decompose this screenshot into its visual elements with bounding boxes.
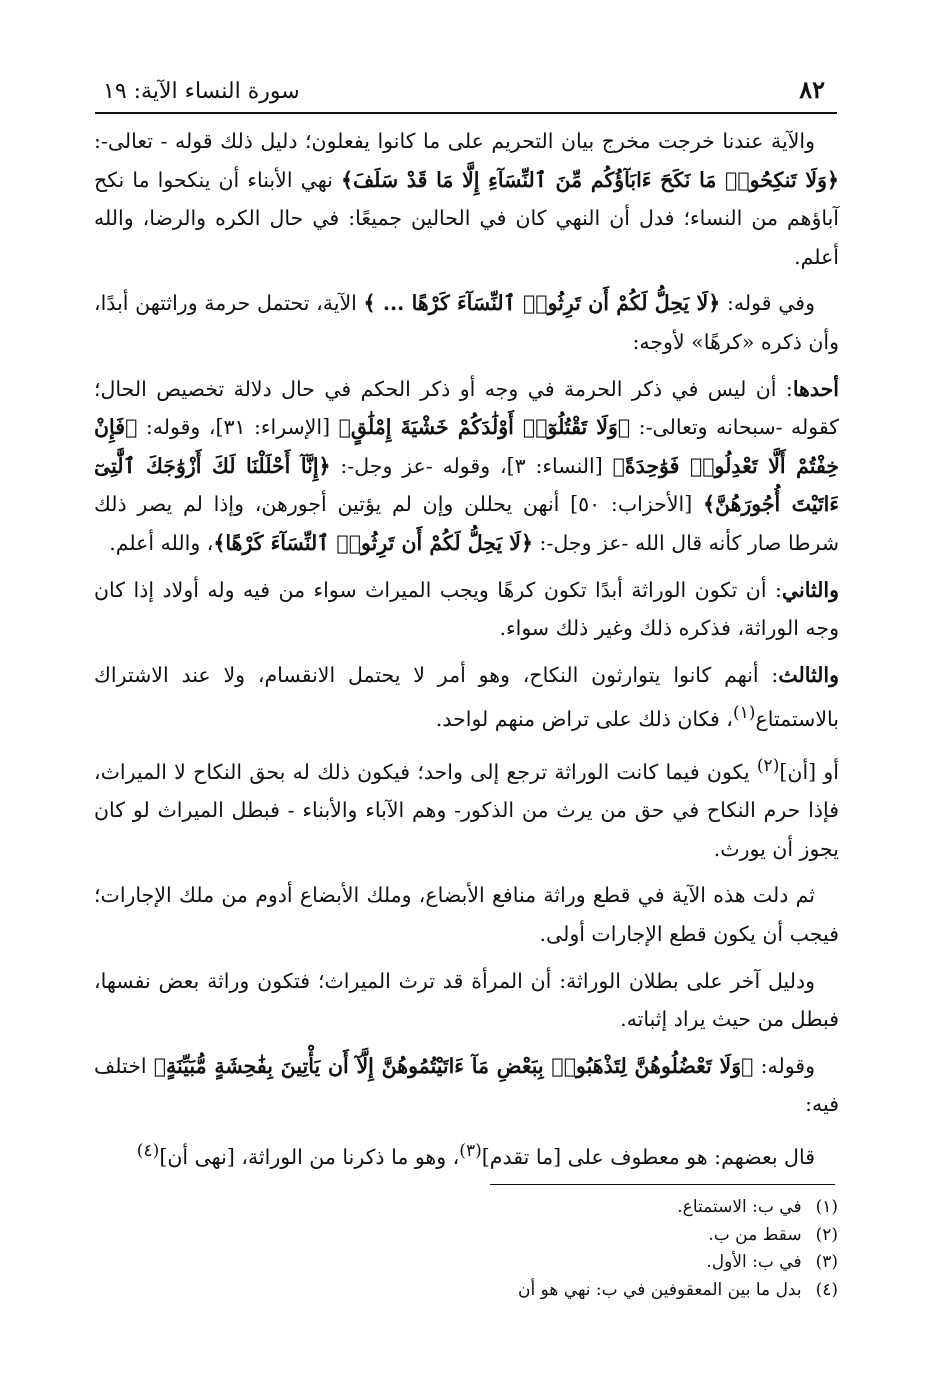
paragraph-4 xyxy=(94,571,839,648)
footnote-item xyxy=(198,1222,838,1250)
text-run: ، فكان ذلك على تراض منهم لواحد. xyxy=(435,707,733,732)
text-run: الآية، تحتمل حرمة وراثتهن أبدًا، وأن ذكره «كرهًا» لأوجه: xyxy=(94,291,839,354)
paragraph-2 xyxy=(94,284,839,361)
text-run: والآية عندنا خرجت مخرج بيان التحريم على ما كانوا يفعلون؛ دليل ذلك قوله - تعالى-: xyxy=(94,129,815,153)
footnote-number: (٣) xyxy=(815,1252,838,1272)
footnote-item xyxy=(198,1249,838,1277)
footnote-number: (٤) xyxy=(815,1279,838,1300)
page-number: ٨٢ xyxy=(799,75,825,104)
quran-quote: ﴿وَلَا تَنكِحُوا۟ مَا نَكَحَ ءَابَآؤُكُم مِّنَ ٱلنِّسَآءِ إِلَّا مَا قَدْ سَلَفَ﴾ xyxy=(340,167,839,192)
paragraph-1 xyxy=(94,122,839,276)
paragraph-7 xyxy=(94,876,839,953)
quran-quote: ﴿وَلَا تَقْتُلُوٓا۟ أَوْلَٰدَكُمْ خَشْيَةَ إِمْلَٰقٍ﴾ xyxy=(338,415,631,440)
text-run: يكون فيما كانت الوراثة ترجع إلى واحد؛ فيكون ذلك له بحق النكاح لا الميراث، فإذا حرم النكاح في حق من يرث من الذكور- وهم الآباء والأبناء - فبطل الميراث لو كان يجوز أن يورث. xyxy=(94,759,839,861)
footnote-text: في ب: الاستمتاع. xyxy=(677,1197,802,1217)
footnote-text: في ب: الأول. xyxy=(706,1252,802,1272)
paragraph-6 xyxy=(94,747,839,869)
footnote-item xyxy=(198,1277,838,1305)
point-heading: أحدها xyxy=(792,376,839,401)
text-run: ثم دلت هذه الآية في قطع وراثة منافع الأبضاع، وملك الأبضاع أدوم من ملك الإجارات؛ فيجب أن يكون قطع الإجارات أولى. xyxy=(94,883,839,946)
text-run: اختلف فيه: xyxy=(94,1053,839,1117)
paragraph-5 xyxy=(94,656,839,739)
text-run: نهي الأبناء أن ينكحوا ما نكح آباؤهم من النساء؛ فدل أن النهي كان في الحالين جميعًا: في حال الكره والرضا، والله أعلم. xyxy=(94,167,839,269)
running-title: سورة النساء الآية: ١٩ xyxy=(103,79,300,104)
header-divider xyxy=(95,112,837,114)
paragraph-8 xyxy=(94,962,839,1039)
paragraph-3 xyxy=(94,370,839,563)
verse-reference: [الإسراء: ٣١]، وقوله: xyxy=(137,415,339,440)
footnote-marker: (٢) xyxy=(756,755,780,776)
footnote-text: بدل ما بين المعقوفين في ب: نهي هو أن xyxy=(518,1279,802,1300)
text-run: وفي قوله: xyxy=(720,291,815,316)
text-run: ، وهو ما ذكرنا من الوراثة، [نهى أن] xyxy=(159,1144,460,1169)
quran-quote: ﴿فَإِنْ خِفْتُمْ أَلَّا تَعْدِلُوا۟ فَوَٰحِدَةً﴾ xyxy=(94,415,839,478)
text-run: ، والله أعلم. xyxy=(109,530,214,555)
point-heading: والثاني xyxy=(781,577,839,602)
paragraph-9 xyxy=(94,1047,839,1124)
page-header xyxy=(95,64,835,104)
footnote-marker: (٣) xyxy=(459,1140,482,1161)
text-run: : أن تكون الوراثة أبدًا تكون كرهًا ويجب الميراث سواء من فيه وله أولاد إذا كان وجه الوراثة، فذكره ذلك وغير ذلك سواء. xyxy=(94,577,839,641)
text-run: وقوله: xyxy=(753,1053,816,1078)
quran-quote: ﴿لَا يَحِلُّ لَكُمْ أَن تَرِثُوا۟ ٱلنِّسَآءَ كَرْهًا﴾ xyxy=(213,530,534,555)
footnote-marker: (٤) xyxy=(136,1140,160,1161)
quran-quote: ﴿لَا يَحِلُّ لَكُمْ أَن تَرِثُوا۟ ٱلنِّسَآءَ كَرْهًا ... ﴾ xyxy=(363,291,721,316)
text-run: ودليل آخر على بطلان الوراثة: أن المرأة قد ترث الميراث؛ فتكون وراثة بعض نفسها، فبطل من حيث يراد إثباته. xyxy=(94,968,839,1032)
text-run: قال بعضهم: هو معطوف على [ما تقدم] xyxy=(481,1144,815,1169)
quran-quote: ﴿وَلَا تَعْضُلُوهُنَّ لِتَذْهَبُوا۟ بِبَعْضِ مَآ ءَاتَيْتُمُوهُنَّ إِلَّآ أَن يَأْتِينَ بِفَٰحِشَةٍ مُّبَيِّنَةٍ﴾ xyxy=(153,1053,754,1078)
paragraph-10 xyxy=(94,1132,839,1176)
footnote-divider xyxy=(490,1184,835,1185)
text-run: : أن ليس في ذكر الحرمة في وجه أو ذكر الحكم في حال دلالة تخصيص الحال؛ كقوله -سبحانه وتعالى-: xyxy=(94,376,839,440)
quran-quote: ﴿إِنَّآ أَحْلَلْنَا لَكَ أَزْوَٰجَكَ ٱلَّٰتِىٓ ءَاتَيْتَ أُجُورَهُنَّ﴾ xyxy=(94,453,839,517)
text-run: [الأحزاب: ٥٠] أنهن يحللن وإن لم يؤتين أجورهن، وإذا لم يصر ذلك شرطا صار كأنه قال الله -عز وجل-: xyxy=(94,492,839,555)
main-text xyxy=(94,122,839,1184)
footnote-text: سقط من ب. xyxy=(708,1224,802,1245)
footnote-number: (٢) xyxy=(815,1224,838,1245)
text-run: : أنهم كانوا يتوارثون النكاح، وهو أمر لا يحتمل الانقسام، ولا عند الاشتراك بالاستمتاع xyxy=(94,662,839,732)
footnotes-list xyxy=(198,1194,838,1304)
footnote-number: (١) xyxy=(815,1197,838,1217)
point-heading: والثالث xyxy=(778,662,839,687)
verse-reference: [النساء: ٣]، وقوله -عز وجل-: xyxy=(330,453,613,478)
footnote-item xyxy=(198,1194,838,1222)
text-run: أو [أن] xyxy=(779,759,840,784)
footnote-marker: (١) xyxy=(732,703,756,724)
